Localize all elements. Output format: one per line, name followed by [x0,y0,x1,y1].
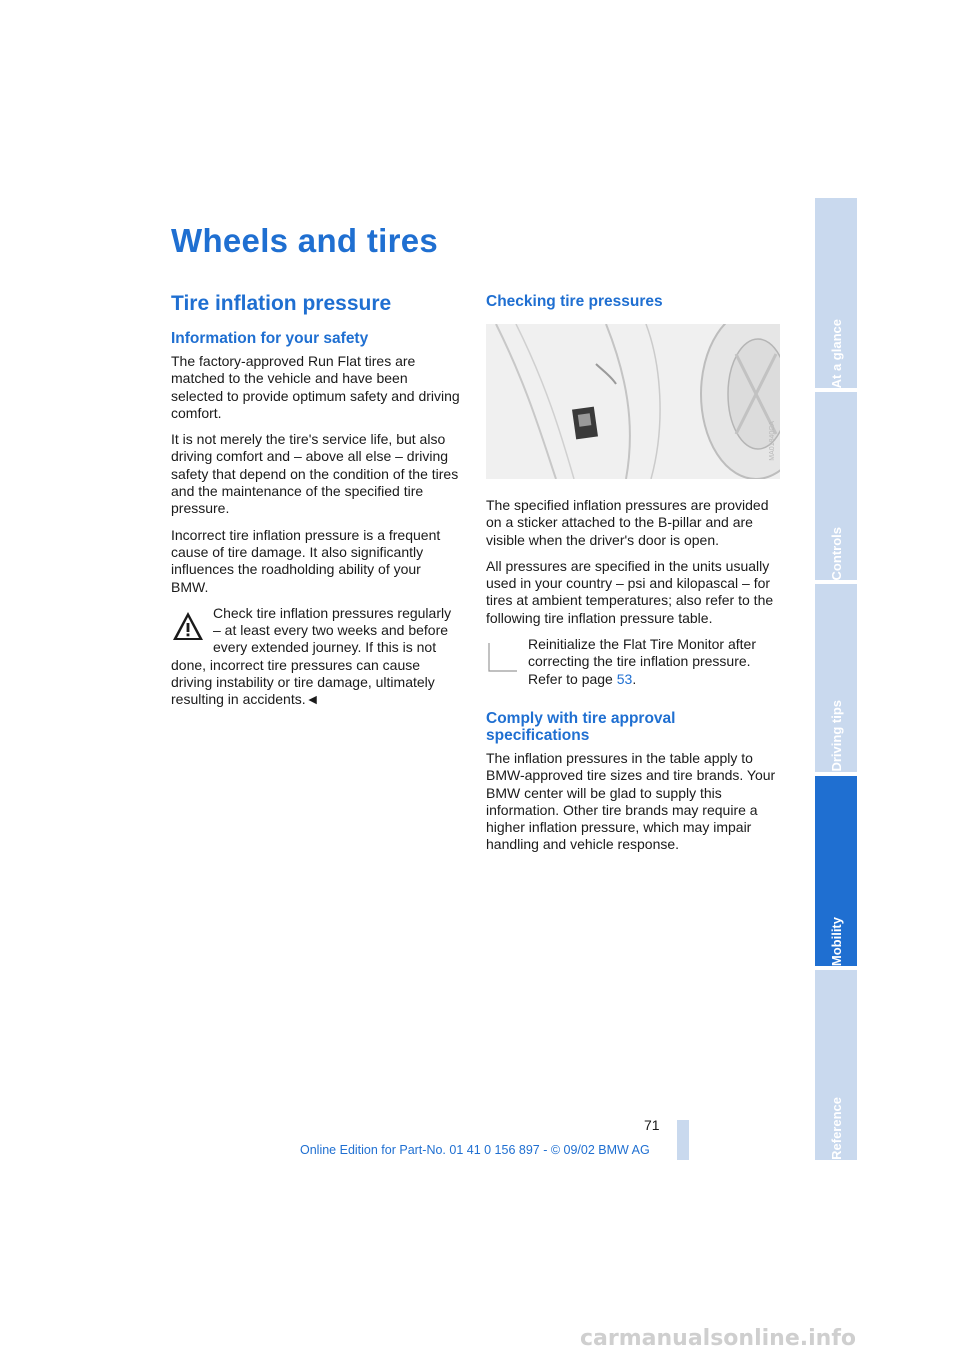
tab-driving-tips[interactable] [815,584,857,772]
door-pillar-illustration [486,324,780,479]
paragraph: The inflation pressures in the table apply to BMW-approved tire sizes and tire brands. Your BMW center will be glad to supply this information. Other tire brands may require a higher inflation pressure, which may impair handling and vehicle response. [486,749,776,853]
note-end: . [632,670,637,687]
tab-label: Reference [828,1097,844,1160]
paragraph: The factory-approved Run Flat tires are matched to the vehicle and have been selected to provide optimum safety and driving comfort. [171,353,460,421]
paragraph: Incorrect tire inflation pressure is a frequent cause of tire damage. It also significantly influences the roadholding ability of your BMW. [171,526,441,595]
tire-sticker-illustration [486,324,780,479]
section-title: Tire inflation pressure [171,292,392,315]
watermark: carmanualsonline.info [580,1326,856,1351]
paragraph: It is not merely the tire's service life, but also driving comfort and – above all else – driving safety that depend on the condition of the tires and the maintenance of the specified tire pressure. [171,431,459,517]
page-title: Wheels and tires [171,222,439,259]
tab-controls[interactable] [815,392,857,580]
warning-triangle-icon [171,609,205,643]
chapter-tabs [815,198,857,1160]
footer-edition: Online Edition for Part-No. 01 41 0 156 897 - © 09/02 BMW AG [300,1143,650,1157]
warning-note [171,605,461,709]
page-link[interactable]: 53 [616,670,633,687]
tab-label: Controls [828,526,844,580]
tab-at-a-glance[interactable] [815,198,857,388]
note-marker-icon [486,640,520,674]
warning-text: Check tire inflation pressures regularly – at least every two weeks and before every extended journey. If this is not done, incorrect tire pressures can cause driving instability or tire damage, ultimately resulting in accidents. [171,604,452,708]
paragraph: All pressures are specified in the units usually used in your country – psi and kilopascal – for tires at ambient temperatures; also refer to the following tire inflation pressure table. [486,557,774,626]
tab-reference[interactable] [815,970,857,1160]
subsection-title-safety: Information for your safety [171,330,369,347]
note-text: Reinitialize the Flat Tire Monitor after correcting the tire inflation pressure. Refer to page [528,636,756,687]
tab-label: Driving tips [828,700,844,772]
left-column [171,292,461,718]
figure-code: MA01840CA [769,421,776,461]
subsection-title-approval: Comply with tire approval specifications [486,709,676,744]
paragraph: The specified inflation pressures are provided on a sticker attached to the B-pillar and are visible when the driver's door is open. [486,497,769,548]
info-note [486,636,776,688]
end-marker-icon: ◄ [305,691,320,708]
page-number-bar [677,1120,689,1160]
tab-label: At a glance [828,318,844,388]
right-column [486,293,776,863]
subsection-title-checking: Checking tire pressures [486,293,663,310]
tab-label: Mobility [828,916,844,966]
page-number: 71 [644,1117,660,1133]
tab-mobility[interactable] [815,776,857,966]
